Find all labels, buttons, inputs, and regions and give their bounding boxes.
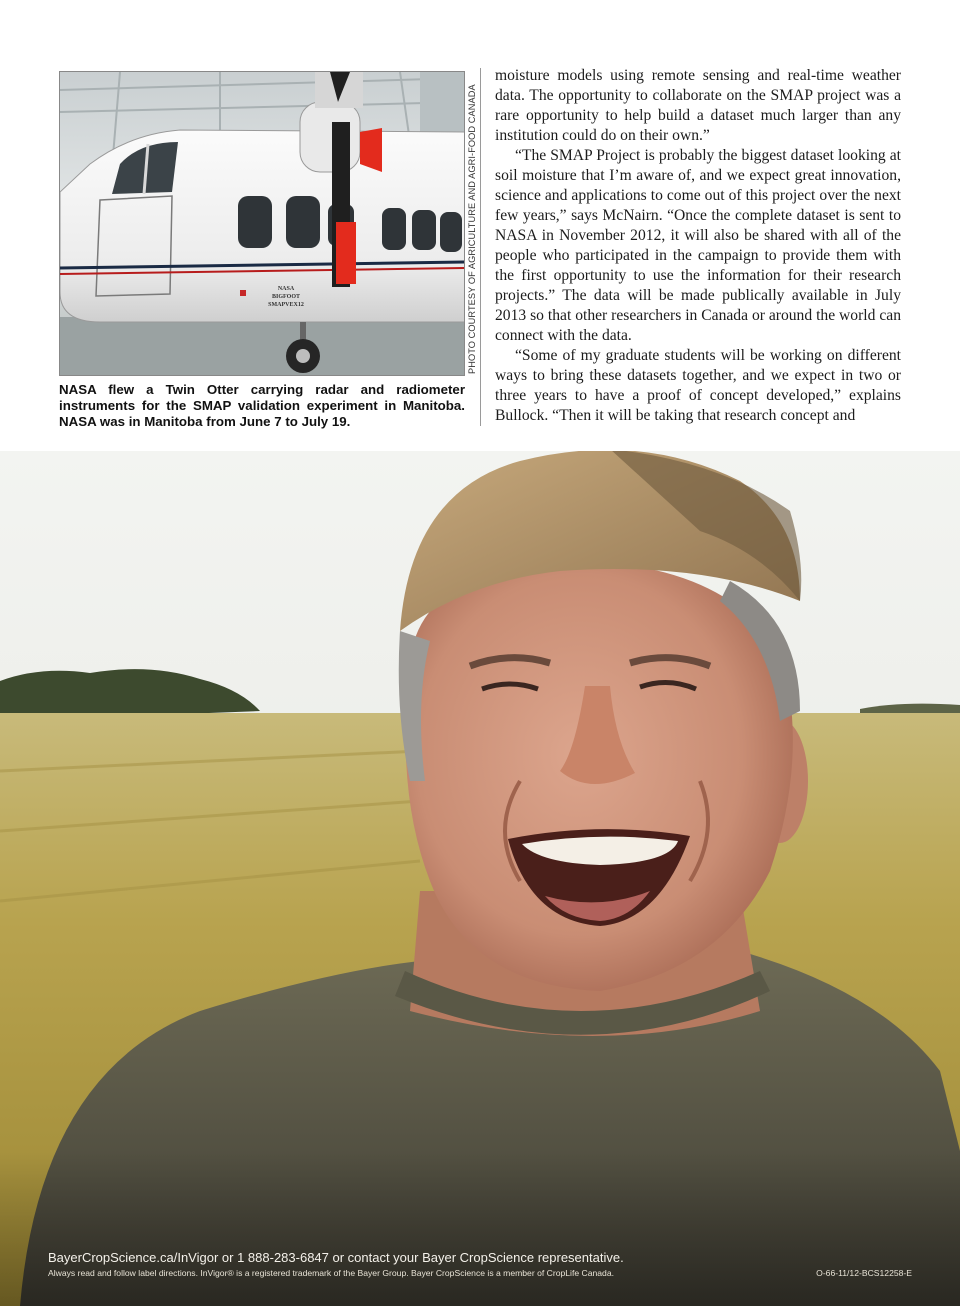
plane-photo bbox=[59, 71, 465, 376]
photo-credit: PHOTO COURTESY OF AGRICULTURE AND AGRI-FOOD CANADA bbox=[467, 84, 477, 374]
article-column bbox=[495, 66, 901, 426]
figure-caption: NASA flew a Twin Otter carrying radar and radiometer instruments for the SMAP validation experiment in Manitoba. NASA was in Manitoba from June 7 to July 19. bbox=[59, 382, 465, 429]
ad-contact-line: BayerCropScience.ca/InVigor or 1 888-283-6847 or contact your Bayer CropScience representative. bbox=[48, 1250, 624, 1265]
advertisement-photo bbox=[0, 451, 960, 1306]
svg-text:BIGFOOT: BIGFOOT bbox=[271, 294, 301, 300]
article-paragraph: moisture models using remote sensing and real-time weather data. The opportunity to collaborate on the SMAP project was a rare opportunity to help build a dataset much larger than any institution could do on their own.” bbox=[495, 67, 901, 144]
svg-text:SMAPVEX12: SMAPVEX12 bbox=[268, 302, 304, 308]
column-divider bbox=[480, 68, 481, 426]
article-paragraph: “The SMAP Project is probably the biggest dataset looking at soil moisture that I’m aware of, and we expect great innovation, science and applications to come out of this project over the next few years,” says McNairn. “Once the complete dataset is sent to NASA in November 2012, it will also be shared with all of the people who participated in the campaign to provide them with the first opportunity to use the information for their research projects.” The data will be made publically available in July 2013 so that other researchers in Canada or around the world can connect with the data. bbox=[495, 147, 901, 344]
ad-legal-line: Always read and follow label directions. InVigor® is a registered trademark of the Bayer Group. Bayer CropScience is a member of CropLife Canada. bbox=[48, 1268, 614, 1278]
article-paragraph: “Some of my graduate students will be working on different ways to bring these datasets together, and we expect in two or three years to have a proof of concept developed,” explains Bullock. “Then it will be taking that research concept and bbox=[495, 347, 901, 424]
svg-text:NASA: NASA bbox=[277, 286, 295, 292]
ad-code: O-66-11/12-BCS12258-E bbox=[816, 1268, 912, 1278]
